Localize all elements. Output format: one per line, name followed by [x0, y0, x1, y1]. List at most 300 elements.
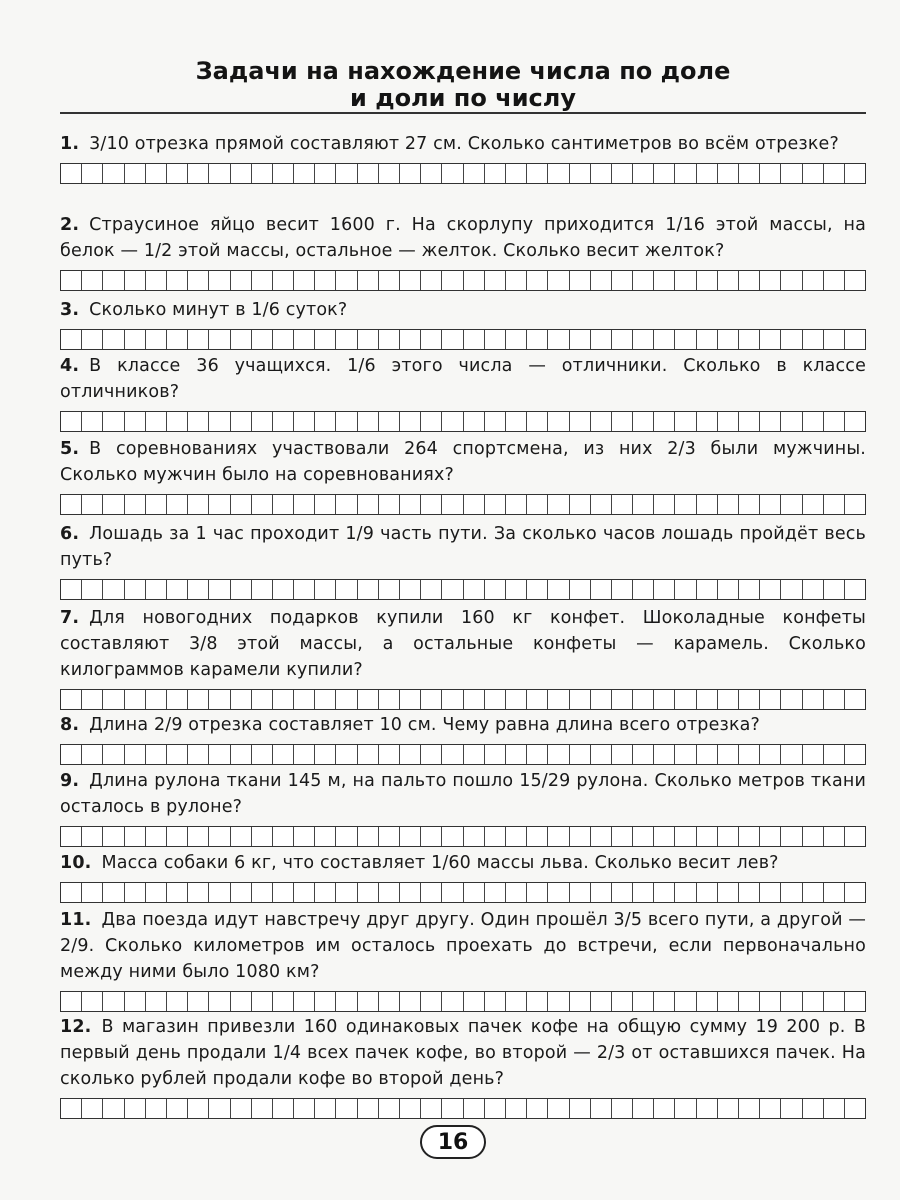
answer-cell[interactable]	[336, 271, 357, 290]
answer-cell[interactable]	[82, 412, 103, 431]
answer-cell[interactable]	[760, 271, 781, 290]
answer-cell[interactable]	[654, 690, 675, 709]
answer-cell[interactable]	[315, 827, 336, 846]
answer-cell[interactable]	[612, 1099, 633, 1118]
answer-cell[interactable]	[294, 271, 315, 290]
answer-cell[interactable]	[803, 495, 824, 514]
answer-cell[interactable]	[294, 992, 315, 1011]
answer-cell[interactable]	[421, 992, 442, 1011]
answer-cell[interactable]	[209, 690, 230, 709]
answer-cell[interactable]	[697, 412, 718, 431]
answer-cell[interactable]	[125, 330, 146, 349]
answer-cell[interactable]	[464, 1099, 485, 1118]
answer-cell[interactable]	[612, 992, 633, 1011]
answer-cell[interactable]	[824, 827, 845, 846]
answer-cell[interactable]	[400, 883, 421, 902]
answer-cell[interactable]	[570, 330, 591, 349]
answer-cell[interactable]	[146, 1099, 167, 1118]
answer-cell[interactable]	[125, 580, 146, 599]
answer-cell[interactable]	[654, 580, 675, 599]
answer-cell[interactable]	[781, 827, 802, 846]
answer-cell[interactable]	[125, 1099, 146, 1118]
answer-cell[interactable]	[209, 495, 230, 514]
answer-cell[interactable]	[675, 745, 696, 764]
answer-cell[interactable]	[824, 580, 845, 599]
answer-cell[interactable]	[252, 745, 273, 764]
answer-grid[interactable]	[60, 1098, 866, 1119]
answer-cell[interactable]	[781, 1099, 802, 1118]
answer-cell[interactable]	[675, 992, 696, 1011]
answer-cell[interactable]	[167, 271, 188, 290]
answer-cell[interactable]	[824, 690, 845, 709]
answer-cell[interactable]	[209, 580, 230, 599]
answer-cell[interactable]	[527, 412, 548, 431]
answer-cell[interactable]	[485, 271, 506, 290]
answer-cell[interactable]	[82, 690, 103, 709]
answer-cell[interactable]	[125, 745, 146, 764]
answer-cell[interactable]	[485, 992, 506, 1011]
answer-cell[interactable]	[506, 271, 527, 290]
answer-cell[interactable]	[697, 690, 718, 709]
answer-cell[interactable]	[845, 412, 865, 431]
answer-cell[interactable]	[209, 412, 230, 431]
answer-cell[interactable]	[739, 330, 760, 349]
answer-cell[interactable]	[803, 827, 824, 846]
answer-cell[interactable]	[188, 883, 209, 902]
answer-cell[interactable]	[781, 412, 802, 431]
answer-cell[interactable]	[697, 745, 718, 764]
answer-cell[interactable]	[781, 330, 802, 349]
answer-cell[interactable]	[379, 827, 400, 846]
answer-cell[interactable]	[612, 883, 633, 902]
answer-cell[interactable]	[654, 883, 675, 902]
answer-cell[interactable]	[718, 690, 739, 709]
answer-cell[interactable]	[760, 330, 781, 349]
answer-cell[interactable]	[294, 745, 315, 764]
answer-cell[interactable]	[125, 992, 146, 1011]
answer-cell[interactable]	[273, 883, 294, 902]
answer-cell[interactable]	[336, 827, 357, 846]
answer-cell[interactable]	[506, 330, 527, 349]
answer-cell[interactable]	[718, 580, 739, 599]
answer-cell[interactable]	[739, 1099, 760, 1118]
answer-cell[interactable]	[570, 271, 591, 290]
answer-cell[interactable]	[61, 495, 82, 514]
answer-cell[interactable]	[633, 827, 654, 846]
answer-cell[interactable]	[506, 1099, 527, 1118]
answer-cell[interactable]	[125, 495, 146, 514]
answer-cell[interactable]	[824, 164, 845, 183]
answer-cell[interactable]	[506, 992, 527, 1011]
answer-cell[interactable]	[209, 745, 230, 764]
answer-cell[interactable]	[739, 271, 760, 290]
answer-cell[interactable]	[61, 992, 82, 1011]
answer-cell[interactable]	[442, 580, 463, 599]
answer-cell[interactable]	[845, 745, 865, 764]
answer-cell[interactable]	[697, 827, 718, 846]
answer-cell[interactable]	[336, 164, 357, 183]
answer-cell[interactable]	[591, 412, 612, 431]
answer-cell[interactable]	[760, 580, 781, 599]
answer-cell[interactable]	[527, 495, 548, 514]
answer-cell[interactable]	[358, 164, 379, 183]
answer-cell[interactable]	[442, 827, 463, 846]
answer-cell[interactable]	[336, 745, 357, 764]
answer-cell[interactable]	[485, 330, 506, 349]
answer-cell[interactable]	[125, 271, 146, 290]
answer-cell[interactable]	[803, 1099, 824, 1118]
answer-cell[interactable]	[294, 330, 315, 349]
answer-cell[interactable]	[548, 164, 569, 183]
answer-cell[interactable]	[125, 412, 146, 431]
answer-cell[interactable]	[188, 827, 209, 846]
answer-cell[interactable]	[718, 412, 739, 431]
answer-cell[interactable]	[718, 495, 739, 514]
answer-cell[interactable]	[697, 495, 718, 514]
answer-cell[interactable]	[845, 690, 865, 709]
answer-cell[interactable]	[845, 580, 865, 599]
answer-cell[interactable]	[718, 164, 739, 183]
answer-cell[interactable]	[400, 330, 421, 349]
answer-cell[interactable]	[358, 330, 379, 349]
answer-cell[interactable]	[146, 330, 167, 349]
answer-cell[interactable]	[845, 827, 865, 846]
answer-cell[interactable]	[760, 745, 781, 764]
answer-cell[interactable]	[273, 412, 294, 431]
answer-cell[interactable]	[739, 745, 760, 764]
answer-cell[interactable]	[315, 992, 336, 1011]
answer-cell[interactable]	[697, 1099, 718, 1118]
answer-cell[interactable]	[336, 883, 357, 902]
answer-cell[interactable]	[442, 1099, 463, 1118]
answer-cell[interactable]	[336, 330, 357, 349]
answer-grid[interactable]	[60, 270, 866, 291]
answer-cell[interactable]	[336, 580, 357, 599]
answer-cell[interactable]	[231, 745, 252, 764]
answer-cell[interactable]	[231, 827, 252, 846]
answer-cell[interactable]	[167, 495, 188, 514]
answer-cell[interactable]	[294, 580, 315, 599]
answer-cell[interactable]	[548, 495, 569, 514]
answer-cell[interactable]	[781, 580, 802, 599]
answer-cell[interactable]	[209, 330, 230, 349]
answer-cell[interactable]	[654, 992, 675, 1011]
answer-cell[interactable]	[591, 992, 612, 1011]
answer-cell[interactable]	[845, 164, 865, 183]
answer-cell[interactable]	[252, 412, 273, 431]
answer-cell[interactable]	[464, 495, 485, 514]
answer-cell[interactable]	[379, 495, 400, 514]
answer-cell[interactable]	[421, 690, 442, 709]
answer-cell[interactable]	[527, 580, 548, 599]
answer-cell[interactable]	[358, 412, 379, 431]
answer-cell[interactable]	[803, 580, 824, 599]
answer-cell[interactable]	[506, 745, 527, 764]
answer-cell[interactable]	[612, 271, 633, 290]
answer-cell[interactable]	[188, 1099, 209, 1118]
answer-cell[interactable]	[146, 495, 167, 514]
answer-cell[interactable]	[612, 827, 633, 846]
answer-cell[interactable]	[591, 580, 612, 599]
answer-cell[interactable]	[527, 992, 548, 1011]
answer-cell[interactable]	[103, 164, 124, 183]
answer-cell[interactable]	[803, 992, 824, 1011]
answer-cell[interactable]	[781, 883, 802, 902]
answer-cell[interactable]	[273, 580, 294, 599]
answer-cell[interactable]	[442, 271, 463, 290]
answer-cell[interactable]	[442, 495, 463, 514]
answer-cell[interactable]	[252, 690, 273, 709]
answer-cell[interactable]	[379, 164, 400, 183]
answer-cell[interactable]	[760, 883, 781, 902]
answer-cell[interactable]	[125, 690, 146, 709]
answer-cell[interactable]	[548, 690, 569, 709]
answer-cell[interactable]	[464, 580, 485, 599]
answer-cell[interactable]	[570, 412, 591, 431]
answer-cell[interactable]	[781, 690, 802, 709]
answer-cell[interactable]	[633, 580, 654, 599]
answer-cell[interactable]	[103, 690, 124, 709]
answer-cell[interactable]	[146, 992, 167, 1011]
answer-cell[interactable]	[824, 495, 845, 514]
answer-cell[interactable]	[336, 495, 357, 514]
answer-cell[interactable]	[824, 883, 845, 902]
answer-cell[interactable]	[633, 495, 654, 514]
answer-cell[interactable]	[167, 412, 188, 431]
answer-cell[interactable]	[675, 827, 696, 846]
answer-cell[interactable]	[527, 164, 548, 183]
answer-cell[interactable]	[485, 412, 506, 431]
answer-cell[interactable]	[442, 745, 463, 764]
answer-cell[interactable]	[103, 992, 124, 1011]
answer-cell[interactable]	[188, 164, 209, 183]
answer-cell[interactable]	[570, 690, 591, 709]
answer-cell[interactable]	[633, 1099, 654, 1118]
answer-cell[interactable]	[739, 412, 760, 431]
answer-cell[interactable]	[506, 412, 527, 431]
answer-cell[interactable]	[315, 330, 336, 349]
answer-cell[interactable]	[103, 495, 124, 514]
answer-cell[interactable]	[358, 883, 379, 902]
answer-cell[interactable]	[400, 690, 421, 709]
answer-cell[interactable]	[231, 1099, 252, 1118]
answer-cell[interactable]	[82, 580, 103, 599]
answer-cell[interactable]	[61, 745, 82, 764]
answer-cell[interactable]	[252, 271, 273, 290]
answer-cell[interactable]	[633, 271, 654, 290]
answer-cell[interactable]	[400, 412, 421, 431]
answer-cell[interactable]	[294, 690, 315, 709]
answer-cell[interactable]	[527, 883, 548, 902]
answer-cell[interactable]	[167, 745, 188, 764]
answer-cell[interactable]	[146, 690, 167, 709]
answer-cell[interactable]	[315, 1099, 336, 1118]
answer-cell[interactable]	[61, 164, 82, 183]
answer-cell[interactable]	[591, 827, 612, 846]
answer-cell[interactable]	[61, 827, 82, 846]
answer-cell[interactable]	[760, 164, 781, 183]
answer-cell[interactable]	[633, 690, 654, 709]
answer-cell[interactable]	[209, 271, 230, 290]
answer-cell[interactable]	[803, 745, 824, 764]
answer-cell[interactable]	[527, 827, 548, 846]
answer-cell[interactable]	[570, 745, 591, 764]
answer-cell[interactable]	[400, 271, 421, 290]
answer-grid[interactable]	[60, 689, 866, 710]
answer-cell[interactable]	[485, 1099, 506, 1118]
answer-cell[interactable]	[231, 330, 252, 349]
answer-cell[interactable]	[548, 1099, 569, 1118]
answer-cell[interactable]	[654, 330, 675, 349]
answer-cell[interactable]	[760, 992, 781, 1011]
answer-cell[interactable]	[400, 164, 421, 183]
answer-cell[interactable]	[315, 164, 336, 183]
answer-cell[interactable]	[273, 164, 294, 183]
answer-cell[interactable]	[739, 580, 760, 599]
answer-cell[interactable]	[379, 1099, 400, 1118]
answer-cell[interactable]	[654, 827, 675, 846]
answer-cell[interactable]	[464, 690, 485, 709]
answer-cell[interactable]	[146, 745, 167, 764]
answer-cell[interactable]	[294, 827, 315, 846]
answer-cell[interactable]	[718, 271, 739, 290]
answer-cell[interactable]	[485, 580, 506, 599]
answer-cell[interactable]	[633, 164, 654, 183]
answer-grid[interactable]	[60, 329, 866, 350]
answer-cell[interactable]	[125, 883, 146, 902]
answer-cell[interactable]	[781, 745, 802, 764]
answer-cell[interactable]	[273, 992, 294, 1011]
answer-cell[interactable]	[294, 1099, 315, 1118]
answer-cell[interactable]	[358, 495, 379, 514]
answer-cell[interactable]	[421, 827, 442, 846]
answer-cell[interactable]	[633, 412, 654, 431]
answer-cell[interactable]	[845, 992, 865, 1011]
answer-cell[interactable]	[845, 271, 865, 290]
answer-cell[interactable]	[252, 1099, 273, 1118]
answer-cell[interactable]	[273, 271, 294, 290]
answer-cell[interactable]	[379, 745, 400, 764]
answer-cell[interactable]	[273, 827, 294, 846]
answer-cell[interactable]	[548, 271, 569, 290]
answer-cell[interactable]	[506, 164, 527, 183]
answer-cell[interactable]	[591, 271, 612, 290]
answer-cell[interactable]	[421, 412, 442, 431]
answer-cell[interactable]	[273, 745, 294, 764]
answer-cell[interactable]	[421, 1099, 442, 1118]
answer-cell[interactable]	[400, 827, 421, 846]
answer-cell[interactable]	[548, 745, 569, 764]
answer-cell[interactable]	[591, 883, 612, 902]
answer-cell[interactable]	[400, 992, 421, 1011]
answer-cell[interactable]	[188, 330, 209, 349]
answer-cell[interactable]	[527, 745, 548, 764]
answer-cell[interactable]	[442, 690, 463, 709]
answer-cell[interactable]	[209, 827, 230, 846]
answer-cell[interactable]	[231, 412, 252, 431]
answer-cell[interactable]	[591, 1099, 612, 1118]
answer-cell[interactable]	[675, 271, 696, 290]
answer-cell[interactable]	[379, 992, 400, 1011]
answer-cell[interactable]	[845, 330, 865, 349]
answer-cell[interactable]	[103, 271, 124, 290]
answer-cell[interactable]	[485, 690, 506, 709]
answer-cell[interactable]	[781, 271, 802, 290]
answer-cell[interactable]	[273, 495, 294, 514]
answer-cell[interactable]	[591, 690, 612, 709]
answer-cell[interactable]	[697, 883, 718, 902]
answer-cell[interactable]	[146, 271, 167, 290]
answer-cell[interactable]	[167, 883, 188, 902]
answer-cell[interactable]	[252, 495, 273, 514]
answer-cell[interactable]	[421, 883, 442, 902]
answer-cell[interactable]	[315, 690, 336, 709]
answer-cell[interactable]	[167, 992, 188, 1011]
answer-cell[interactable]	[61, 580, 82, 599]
answer-cell[interactable]	[61, 883, 82, 902]
answer-cell[interactable]	[358, 827, 379, 846]
answer-cell[interactable]	[421, 271, 442, 290]
answer-cell[interactable]	[82, 164, 103, 183]
answer-cell[interactable]	[675, 690, 696, 709]
answer-cell[interactable]	[103, 412, 124, 431]
answer-cell[interactable]	[315, 580, 336, 599]
answer-cell[interactable]	[485, 883, 506, 902]
answer-cell[interactable]	[781, 164, 802, 183]
answer-cell[interactable]	[209, 164, 230, 183]
answer-cell[interactable]	[379, 412, 400, 431]
answer-cell[interactable]	[824, 330, 845, 349]
answer-cell[interactable]	[167, 1099, 188, 1118]
answer-cell[interactable]	[485, 495, 506, 514]
answer-cell[interactable]	[421, 580, 442, 599]
answer-cell[interactable]	[336, 690, 357, 709]
answer-cell[interactable]	[718, 883, 739, 902]
answer-cell[interactable]	[675, 164, 696, 183]
answer-cell[interactable]	[209, 883, 230, 902]
answer-cell[interactable]	[760, 827, 781, 846]
answer-cell[interactable]	[718, 330, 739, 349]
answer-cell[interactable]	[464, 745, 485, 764]
answer-cell[interactable]	[188, 412, 209, 431]
answer-cell[interactable]	[146, 164, 167, 183]
answer-cell[interactable]	[527, 690, 548, 709]
answer-cell[interactable]	[252, 580, 273, 599]
answer-cell[interactable]	[231, 580, 252, 599]
answer-cell[interactable]	[442, 330, 463, 349]
answer-cell[interactable]	[442, 412, 463, 431]
answer-cell[interactable]	[61, 412, 82, 431]
answer-cell[interactable]	[612, 745, 633, 764]
answer-cell[interactable]	[294, 412, 315, 431]
answer-cell[interactable]	[803, 690, 824, 709]
answer-cell[interactable]	[824, 271, 845, 290]
answer-cell[interactable]	[252, 330, 273, 349]
answer-cell[interactable]	[654, 412, 675, 431]
answer-cell[interactable]	[379, 330, 400, 349]
answer-cell[interactable]	[612, 495, 633, 514]
answer-cell[interactable]	[570, 992, 591, 1011]
answer-cell[interactable]	[464, 992, 485, 1011]
answer-cell[interactable]	[442, 883, 463, 902]
answer-cell[interactable]	[654, 745, 675, 764]
answer-cell[interactable]	[760, 1099, 781, 1118]
answer-cell[interactable]	[739, 690, 760, 709]
answer-cell[interactable]	[188, 580, 209, 599]
answer-cell[interactable]	[739, 827, 760, 846]
answer-cell[interactable]	[336, 412, 357, 431]
answer-cell[interactable]	[464, 271, 485, 290]
